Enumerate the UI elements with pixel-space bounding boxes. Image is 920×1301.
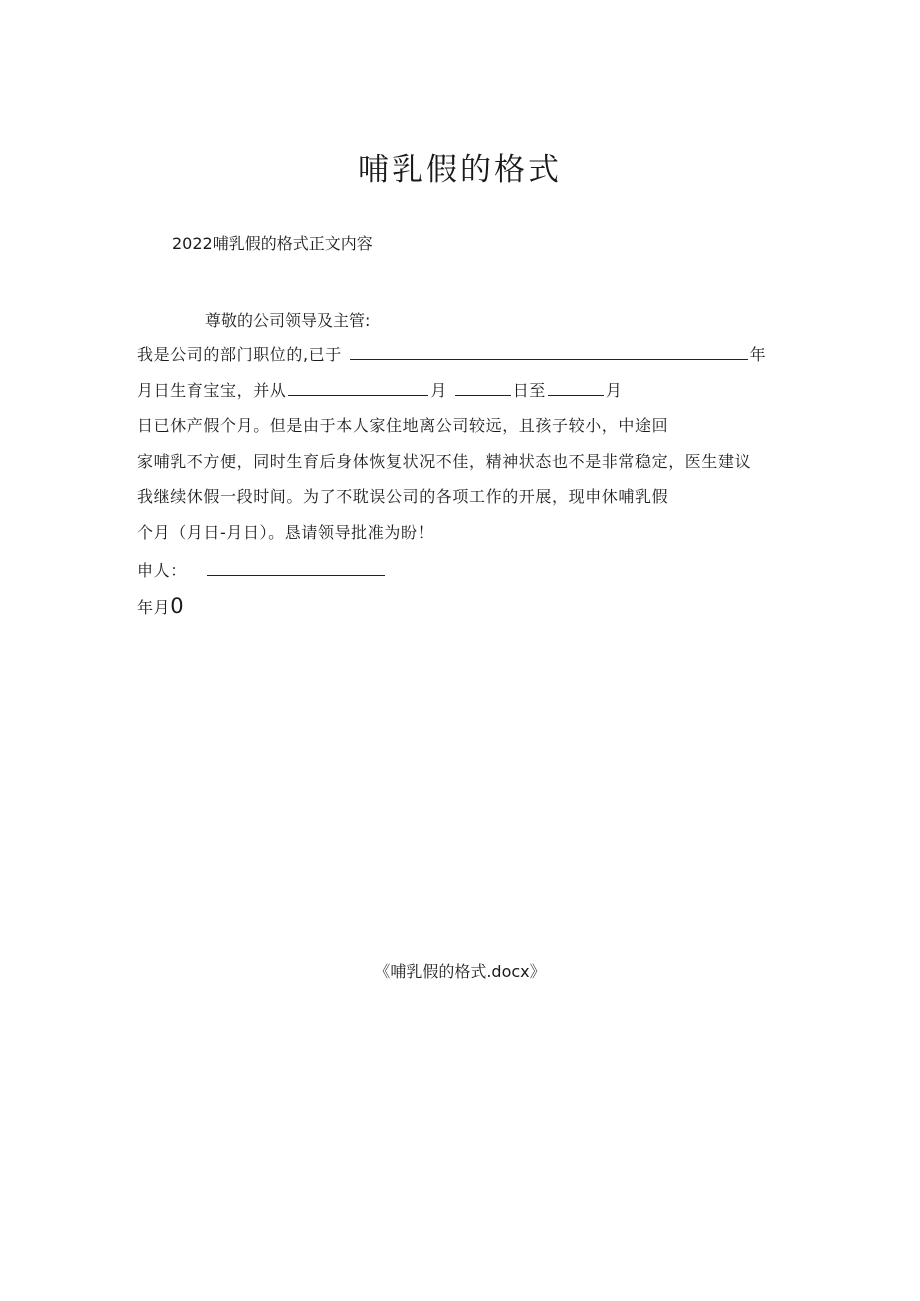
date-blank-end-month (548, 380, 604, 396)
body-line-3: 日已休产假个月。但是由于本人家住地离公司较远，且孩子较小，中途回 (137, 416, 669, 435)
line1-suffix: 年 (749, 345, 767, 364)
file-name-footer: 《哺乳假的格式.docx》 (374, 962, 546, 981)
document-title: 哺乳假的格式 (358, 152, 562, 188)
date-blank-year (350, 344, 748, 360)
signature-line (137, 559, 387, 583)
body-line-4: 家哺乳不方便，同时生育后身体恢复状况不佳，精神状态也不是非常稳定，医生建议 (137, 452, 752, 471)
signature-blank (207, 560, 385, 576)
salutation: 尊敬的公司领导及主管: (205, 311, 371, 330)
line2-suffix: 月 (605, 381, 623, 400)
date-line-num: 0 (170, 594, 185, 618)
body-line-1 (137, 343, 766, 367)
line2-mid2: 日至 (512, 381, 546, 400)
line2-prefix: 月日生育宝宝，并从 (137, 381, 287, 400)
line1-text: 我是公司的部门职位的,已于 (137, 345, 342, 364)
signature-label: 申人： (137, 561, 187, 580)
document-subtitle: 2022哺乳假的格式正文内容 (172, 234, 373, 253)
date-blank-start-month (288, 380, 428, 396)
date-line-text: 年月 (137, 598, 171, 617)
date-blank-start-day (455, 380, 511, 396)
line2-mid1: 月 (430, 381, 448, 400)
body-line-6: 个月（月日-月日）。恳请领导批准为盼！ (137, 523, 435, 542)
date-line (137, 594, 184, 620)
body-line-5: 我继续休假一段时间。为了不耽误公司的各项工作的开展，现申休哺乳假 (137, 487, 669, 506)
body-line-2 (137, 379, 623, 403)
